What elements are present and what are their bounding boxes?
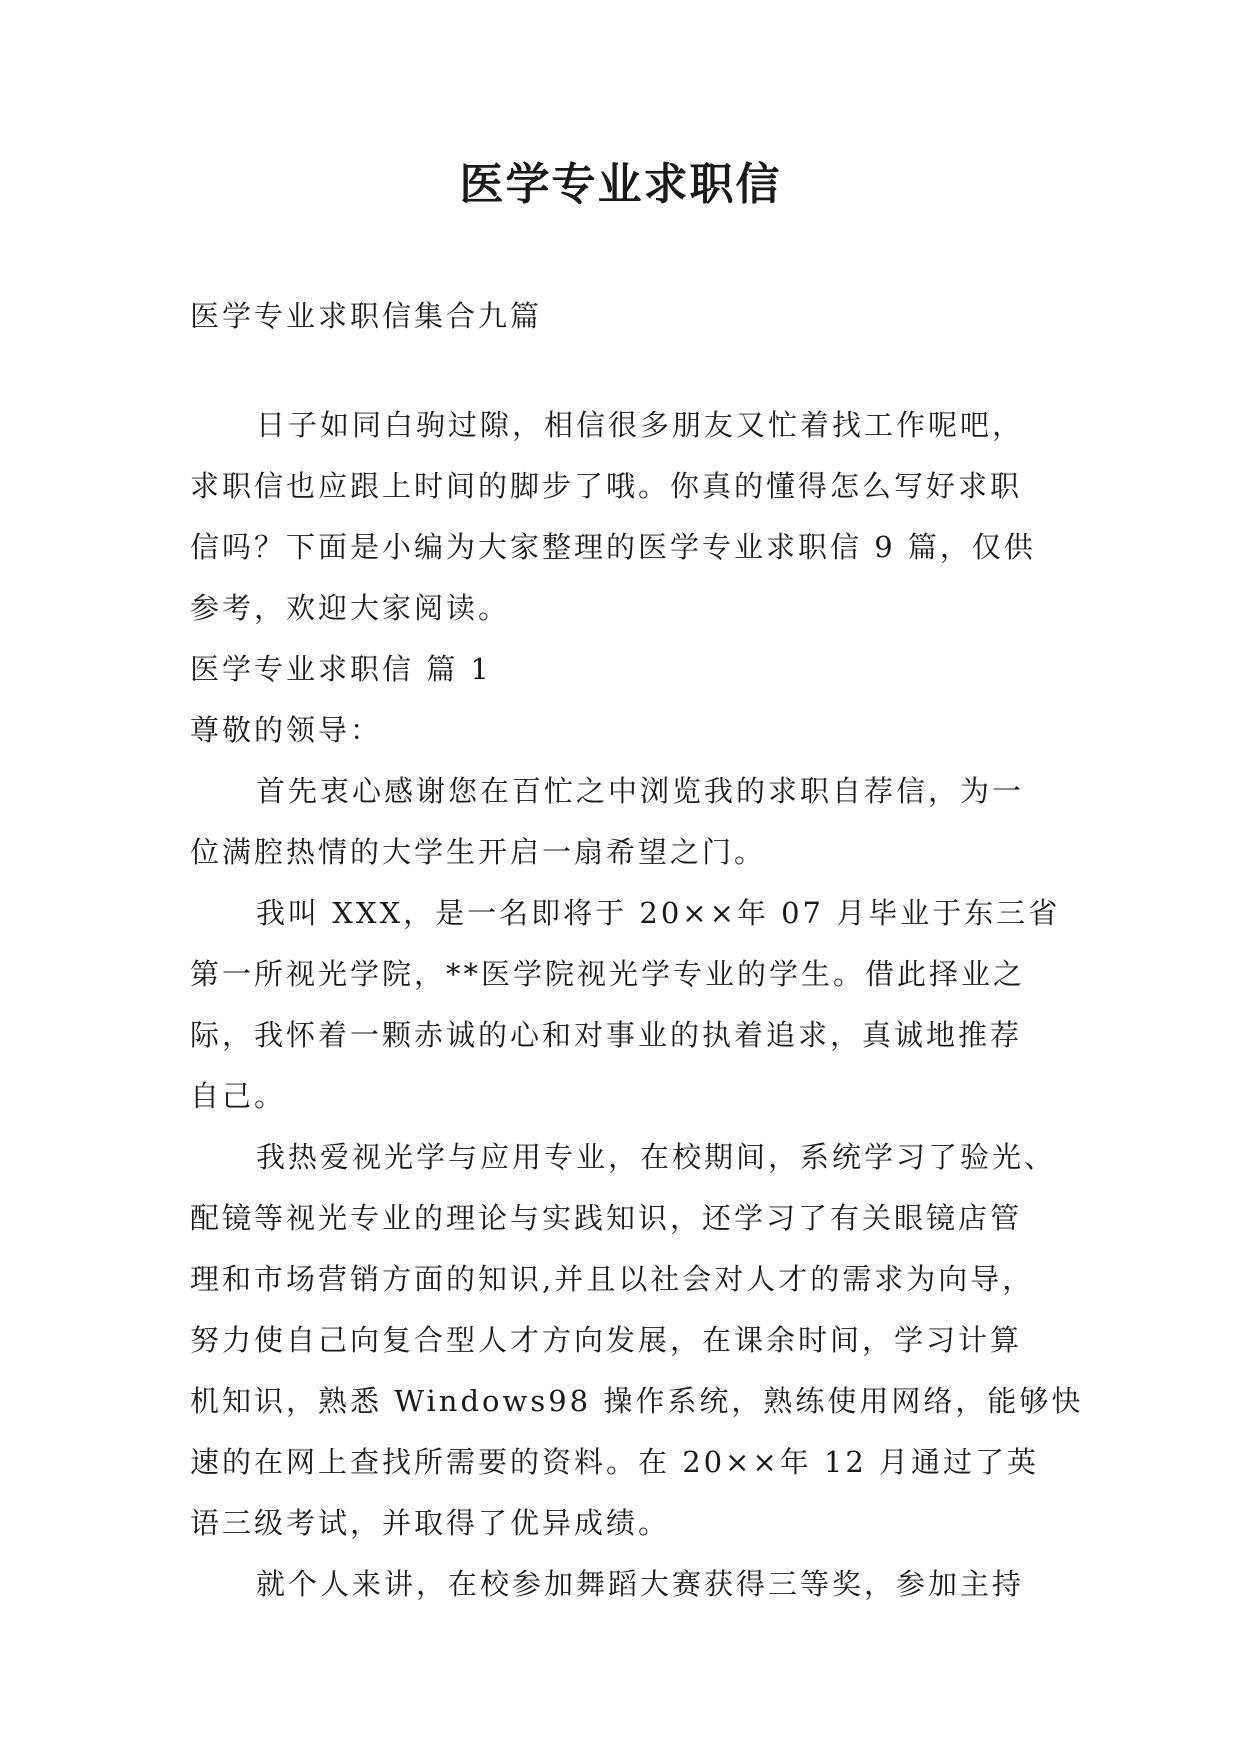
paragraph-line: 日子如同白驹过隙，相信很多朋友又忙着找工作呢吧， — [256, 408, 1025, 442]
paragraph-line: 理和市场营销方面的知识,并且以社会对人才的需求为向导， — [190, 1262, 1035, 1296]
paragraph-line: 求职信也应跟上时间的脚步了哦。你真的懂得怎么写好求职 — [190, 469, 1023, 503]
paragraph-line: 就个人来讲，在校参加舞蹈大赛获得三等奖，参加主持 — [256, 1567, 1025, 1601]
letter-paragraph-3 — [190, 1127, 1084, 1554]
document-subtitle: 医学专业求职信集合九篇 — [190, 299, 543, 333]
paragraph-line: 自己。 — [190, 1079, 287, 1113]
document-title: 医学专业求职信 — [459, 159, 782, 210]
paragraph-line: 配镜等视光专业的理论与实践知识，还学习了有关眼镜店管 — [190, 1201, 1023, 1235]
paragraph-line: 机知识，熟悉 Windows98 操作系统，熟练使用网络，能够快 — [190, 1384, 1084, 1418]
paragraph-line: 我热爱视光学与应用专业，在校期间，系统学习了验光、 — [256, 1140, 1057, 1174]
paragraph-line: 际，我怀着一颗赤诚的心和对事业的执着追求，真诚地推荐 — [190, 1018, 1023, 1052]
document-body — [190, 286, 1084, 1615]
section-heading: 医学专业求职信 篇 1 — [190, 652, 492, 686]
paragraph-line: 第一所视光学院，**医学院视光学专业的学生。借此择业之 — [190, 957, 1026, 991]
paragraph-line: 位满腔热情的大学生开启一扇希望之门。 — [190, 835, 767, 869]
letter-paragraph-4 — [190, 1554, 1050, 1615]
paragraph-line: 速的在网上查找所需要的资料。在 20××年 12 月通过了英 — [190, 1445, 1040, 1479]
paragraph-line: 首先衷心感谢您在百忙之中浏览我的求职自荐信，为一 — [256, 774, 1025, 808]
letter-paragraph-1 — [190, 761, 1050, 883]
intro-paragraph — [190, 395, 1050, 639]
paragraph-line: 语三级考试，并取得了优异成绩。 — [190, 1506, 671, 1540]
paragraph-line: 我叫 XXX，是一名即将于 20××年 07 月毕业于东三省 — [256, 896, 1061, 930]
paragraph-line: 参考，欢迎大家阅读。 — [190, 591, 511, 625]
salutation: 尊敬的领导： — [190, 713, 383, 747]
paragraph-line: 信吗？下面是小编为大家整理的医学专业求职信 9 篇，仅供 — [190, 530, 1036, 564]
letter-paragraph-2 — [190, 883, 1061, 1127]
paragraph-line: 努力使自己向复合型人才方向发展，在课余时间，学习计算 — [190, 1323, 1023, 1357]
